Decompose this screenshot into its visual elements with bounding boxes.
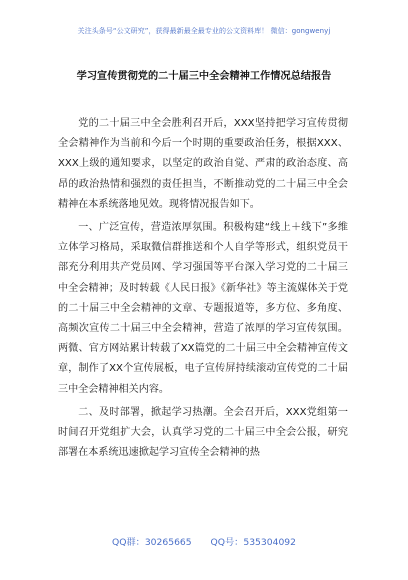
document-title: 学习宣传贯彻党的二十届三中全会精神工作情况总结报告	[76, 71, 332, 82]
paragraph-intro: 党的二十届三中全会胜利召开后，XXX坚持把学习宣传贯彻全会精神作为当前和今后一个时期的重要政治任务，根据XXX、XXX上级的通知要求，以坚定的政治自觉、严肃的政治态度、高昂的政治热情和强烈的责任担当，不断推动党的二十届三中全会精神在本系统落地见效。现将情况报告如下。	[58, 118, 348, 210]
paragraph-section-1: 一、广泛宣传，营造浓厚氛围。积极构建“线上＋线下”多维立体学习格局，采取微信群推送和个人自学等形式，组织党员干部充分利用共产党员网、学习强国等平台深入学习党的二十届三中全会精神；及时转载《人民日报》《新华社》等主流媒体关于党的二十届三中全会精神的文章、专题报道等，多方位、多角度、高频次宣传二十届三中全会精神，营造了浓厚的学习宣传氛围。两微、官方网站累计转载了XX篇党的二十届三中全会精神宣传文章，制作了XX个宣传展板，电子宣传屏持续滚动宣传党的二十届三中全会精神相关内容。	[58, 222, 348, 395]
footer-qq-number: QQ号：535304092	[210, 537, 296, 548]
header-note: 关注头条号“公文研究”，获得最新最全最专业的公文资料库！ 微信：gongwenyj	[77, 27, 331, 35]
document-body	[58, 114, 348, 466]
footer-qq-group: QQ群：30265665	[112, 537, 192, 548]
footer-contact	[0, 534, 408, 548]
paragraph-section-2: 二、及时部署，掀起学习热潮。全会召开后，XXX党组第一时间召开党组扩大会，认真学习党的二十届三中全会公报，研究部署在本系统迅速掀起学习宣传全会精神的热	[58, 406, 348, 459]
